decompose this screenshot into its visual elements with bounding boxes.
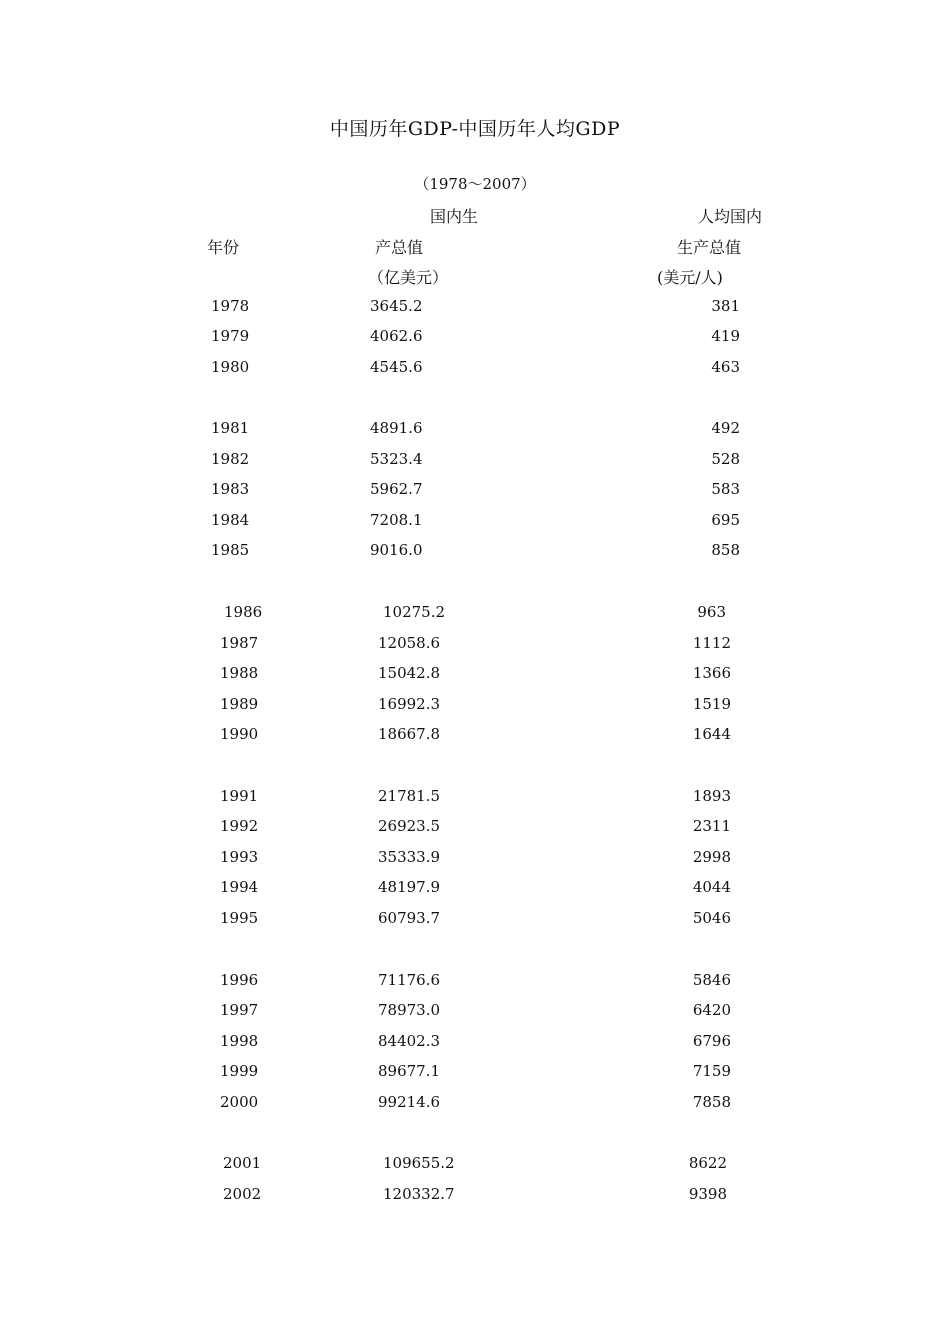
gdp-cell: 12058.6 [378, 634, 441, 652]
year-cell: 1985 [211, 541, 250, 559]
gdp-cell: 84402.3 [378, 1032, 441, 1050]
table-row [0, 971, 950, 995]
gdp-cell: 4062.6 [370, 327, 423, 345]
year-cell: 1996 [220, 971, 259, 989]
per-capita-cell: 1893 [692, 787, 731, 805]
table-row [0, 1093, 950, 1117]
table-row [0, 848, 950, 872]
table-row [0, 297, 950, 321]
gdp-header-line3: （亿美元） [368, 268, 449, 287]
year-header: 年份 [207, 238, 240, 257]
per-capita-cell: 5846 [692, 971, 731, 989]
gdp-cell: 9016.0 [370, 541, 423, 559]
year-cell: 2000 [220, 1093, 259, 1111]
year-cell: 1988 [220, 664, 259, 682]
table-row [0, 541, 950, 565]
per-capita-cell: 6796 [692, 1032, 731, 1050]
per-capita-cell: 1112 [692, 634, 731, 652]
per-capita-cell: 1519 [692, 695, 731, 713]
per-capita-cell: 2311 [692, 817, 731, 835]
per-capita-cell: 463 [711, 358, 740, 376]
gdp-cell: 3645.2 [370, 297, 423, 315]
document-title: 中国历年GDP-中国历年人均GDP [329, 118, 621, 140]
table-row [0, 787, 950, 811]
gdp-cell: 4545.6 [370, 358, 423, 376]
year-cell: 1983 [211, 480, 250, 498]
gdp-cell: 120332.7 [383, 1185, 455, 1203]
per-capita-cell: 4044 [692, 878, 731, 896]
per-capita-cell: 8622 [688, 1154, 727, 1172]
per-capita-cell: 1366 [692, 664, 731, 682]
year-cell: 1998 [220, 1032, 259, 1050]
document-subtitle: （1978～2007） [414, 175, 536, 193]
per-capita-cell: 5046 [692, 909, 731, 927]
per-capita-cell: 528 [711, 450, 740, 468]
per-capita-cell: 6420 [692, 1001, 731, 1019]
table-row [0, 1001, 950, 1025]
year-cell: 1979 [211, 327, 250, 345]
year-cell: 1990 [220, 725, 259, 743]
table-row [0, 878, 950, 902]
year-cell: 1989 [220, 695, 259, 713]
year-cell: 1982 [211, 450, 250, 468]
per-capita-cell: 7159 [692, 1062, 731, 1080]
gdp-cell: 71176.6 [378, 971, 441, 989]
table-row [0, 634, 950, 658]
year-cell: 1987 [220, 634, 259, 652]
gdp-cell: 7208.1 [370, 511, 423, 529]
per-capita-cell: 1644 [692, 725, 731, 743]
table-row [0, 725, 950, 749]
per-capita-cell: 9398 [688, 1185, 727, 1203]
per-capita-cell: 695 [711, 511, 740, 529]
table-row [0, 450, 950, 474]
year-cell: 1991 [220, 787, 259, 805]
gdp-cell: 78973.0 [378, 1001, 441, 1019]
table-row [0, 909, 950, 933]
table-row [0, 480, 950, 504]
gdp-cell: 5323.4 [370, 450, 423, 468]
per-capita-cell: 963 [697, 603, 726, 621]
year-cell: 1995 [220, 909, 259, 927]
per-capita-cell: 492 [711, 419, 740, 437]
per-capita-cell: 858 [711, 541, 740, 559]
gdp-cell: 4891.6 [370, 419, 423, 437]
year-cell: 2001 [223, 1154, 262, 1172]
per-capita-cell: 381 [711, 297, 740, 315]
per-capita-header-line1: 人均国内 [698, 207, 763, 226]
year-cell: 1981 [211, 419, 250, 437]
gdp-cell: 15042.8 [378, 664, 441, 682]
gdp-header-line2: 产总值 [375, 238, 424, 257]
table-row [0, 1062, 950, 1086]
gdp-cell: 18667.8 [378, 725, 441, 743]
gdp-cell: 10275.2 [383, 603, 446, 621]
table-row [0, 327, 950, 351]
year-cell: 1994 [220, 878, 259, 896]
per-capita-cell: 7858 [692, 1093, 731, 1111]
gdp-cell: 5962.7 [370, 480, 423, 498]
year-cell: 1984 [211, 511, 250, 529]
gdp-header-line1: 国内生 [430, 207, 479, 226]
per-capita-header-line3: (美元/人) [657, 268, 723, 287]
year-cell: 2002 [223, 1185, 262, 1203]
gdp-cell: 21781.5 [378, 787, 441, 805]
table-row [0, 817, 950, 841]
table-row [0, 511, 950, 535]
gdp-cell: 109655.2 [383, 1154, 455, 1172]
year-cell: 1993 [220, 848, 259, 866]
table-row [0, 358, 950, 382]
table-row [0, 419, 950, 443]
table-row [0, 1154, 950, 1178]
gdp-cell: 35333.9 [378, 848, 441, 866]
year-cell: 1980 [211, 358, 250, 376]
gdp-cell: 89677.1 [378, 1062, 441, 1080]
year-cell: 1999 [220, 1062, 259, 1080]
year-cell: 1992 [220, 817, 259, 835]
gdp-cell: 60793.7 [378, 909, 441, 927]
year-cell: 1986 [224, 603, 263, 621]
gdp-cell: 99214.6 [378, 1093, 441, 1111]
per-capita-header-line2: 生产总值 [677, 238, 742, 257]
per-capita-cell: 583 [711, 480, 740, 498]
table-row [0, 695, 950, 719]
per-capita-cell: 2998 [692, 848, 731, 866]
table-row [0, 664, 950, 688]
table-row [0, 603, 950, 627]
gdp-cell: 16992.3 [378, 695, 441, 713]
table-row [0, 1032, 950, 1056]
gdp-cell: 48197.9 [378, 878, 441, 896]
year-cell: 1997 [220, 1001, 259, 1019]
table-row [0, 1185, 950, 1209]
year-cell: 1978 [211, 297, 250, 315]
gdp-cell: 26923.5 [378, 817, 441, 835]
per-capita-cell: 419 [711, 327, 740, 345]
